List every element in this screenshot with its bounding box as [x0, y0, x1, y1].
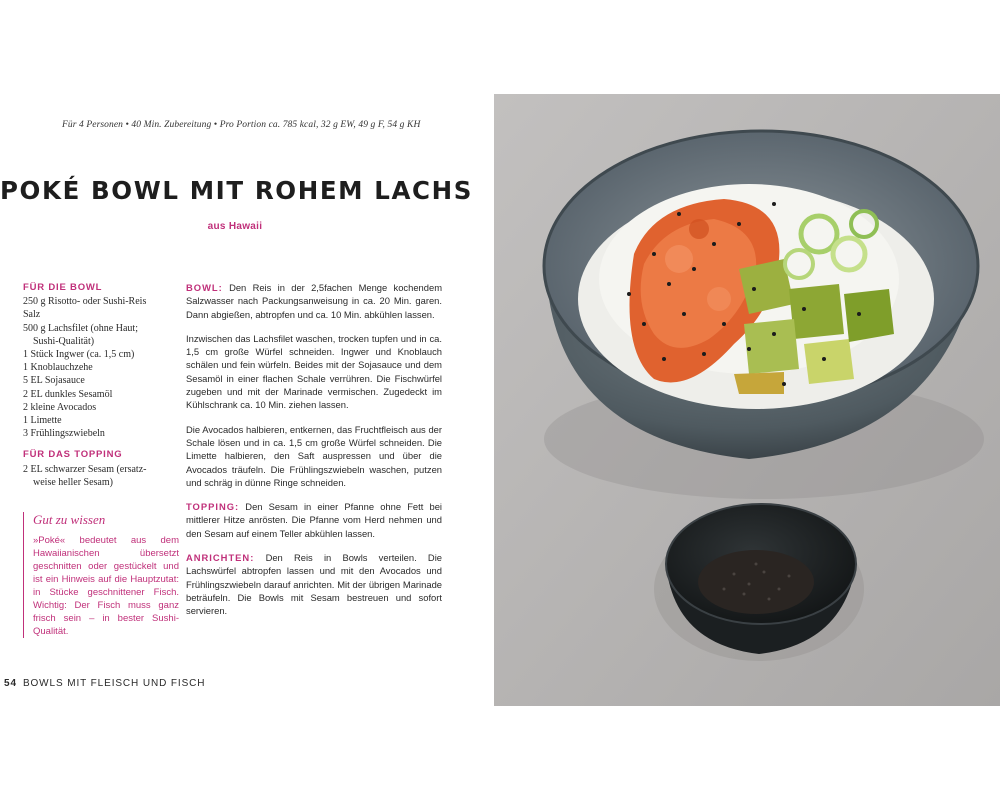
ingredient-item: 3 Frühlingszwiebeln: [23, 428, 105, 440]
ingredient-item: 5 EL Sojasauce: [23, 375, 85, 387]
step-salmon: [186, 332, 442, 412]
step-serve: [186, 551, 442, 617]
recipe-meta-line: Für 4 Personen • 40 Min. Zubereitung • Pro Portion ca. 785 kcal, 32 g EW, 49 g F, 54 g KH: [62, 120, 421, 130]
ingredient-item: 1 Limette: [23, 415, 62, 427]
ingredients-topping-heading: FÜR DAS TOPPING: [23, 449, 123, 461]
step-text: Den Reis in der 2,5fachen Menge kochendem Salzwasser nach Packungsanweisung in ca. 20 Min. garen. Dann abgießen, abtropfen und ca. 10 Min. abkühlen lassen.: [186, 282, 442, 320]
ingredient-item: Sushi-Qualität): [33, 335, 95, 347]
tip-title: Gut zu wissen: [33, 512, 106, 527]
section-title: BOWLS MIT FLEISCH UND FISCH: [22, 678, 206, 689]
ingredient-item: 2 EL dunkles Sesamöl: [23, 388, 113, 400]
tip-box: [23, 512, 179, 638]
step-text: Die Avocados halbieren, entkernen, das Fruchtfleisch aus der Schale lösen und in ca. 1,5 cm große Würfel schneiden. Die Limette halbieren, den Saft auspressen und über die Avocados träufeln. Die Frühlingszwiebeln waschen, putzen und schräg in dünne Ringe schneiden.: [186, 423, 442, 488]
poke-bowl-illustration: [494, 94, 1000, 706]
ingredient-item: 2 EL schwarzer Sesam (ersatz-: [23, 463, 147, 475]
tip-text: »Poké« bedeutet aus dem Hawaiianischen übersetzt geschnitten oder gestückelt und ist ein Hinweis auf die Hauptzutat: in Stücke geschnittener Fisch. Wichtig: Der Fisch muss ganz frisch sein – in bester Sushi-Qualität.: [33, 535, 179, 637]
step-avocado: [186, 423, 442, 489]
recipe-title: POKÉ BOWL MIT ROHEM LACHS: [0, 176, 473, 205]
page-number: 54: [4, 678, 17, 689]
ingredient-item: weise heller Sesam): [33, 476, 113, 488]
ingredient-item: 1 Stück Ingwer (ca. 1,5 cm): [23, 349, 135, 361]
step-text: Den Reis in Bowls verteilen. Die Lachswürfel abtropfen lassen und mit den Avocados und Frühlingszwiebeln darauf anrichten. Mit der übrigen Marinade beträufeln. Die Bowls mit Sesam bestreuen und sofort servieren.: [186, 552, 442, 617]
food-photo: [494, 94, 1000, 706]
step-label: BOWL:: [186, 282, 223, 293]
ingredient-item: Salz: [23, 309, 41, 321]
step-bowl: [186, 281, 442, 321]
ingredient-item: 1 Knoblauchzehe: [23, 362, 93, 374]
step-text: Inzwischen das Lachsfilet waschen, trocken tupfen und in ca. 1,5 cm große Würfel schneiden. Ingwer und Knoblauch schälen und fein würfeln. Beides mit der Sojasauce und dem Sesamöl in einer flachen Schale verrühren. Die Fischwürfel zugeben und mit der Marinade vermischen. Zugedeckt im Kühlschrank ca. 10 Min. ziehen lassen.: [186, 332, 442, 411]
ingredients-list: [23, 281, 173, 489]
instructions: [186, 281, 442, 629]
step-label: ANRICHTEN:: [186, 552, 255, 564]
ingredients-bowl-heading: FÜR DIE BOWL: [23, 282, 103, 293]
ingredient-item: 500 g Lachsfilet (ohne Haut;: [23, 322, 138, 334]
ingredient-item: 2 kleine Avocados: [23, 401, 97, 413]
step-label: TOPPING:: [186, 501, 240, 513]
page-footer: [4, 678, 205, 689]
recipe-origin: aus Hawaii: [207, 221, 263, 232]
step-topping: [186, 500, 442, 540]
ingredient-item: 250 g Risotto- oder Sushi-Reis: [23, 296, 147, 308]
step-text: Den Sesam in einer Pfanne ohne Fett bei mittlerer Hitze anrösten. Die Pfanne vom Herd nehmen und den Sesam auf einem Teller abkühlen lassen.: [186, 501, 442, 539]
